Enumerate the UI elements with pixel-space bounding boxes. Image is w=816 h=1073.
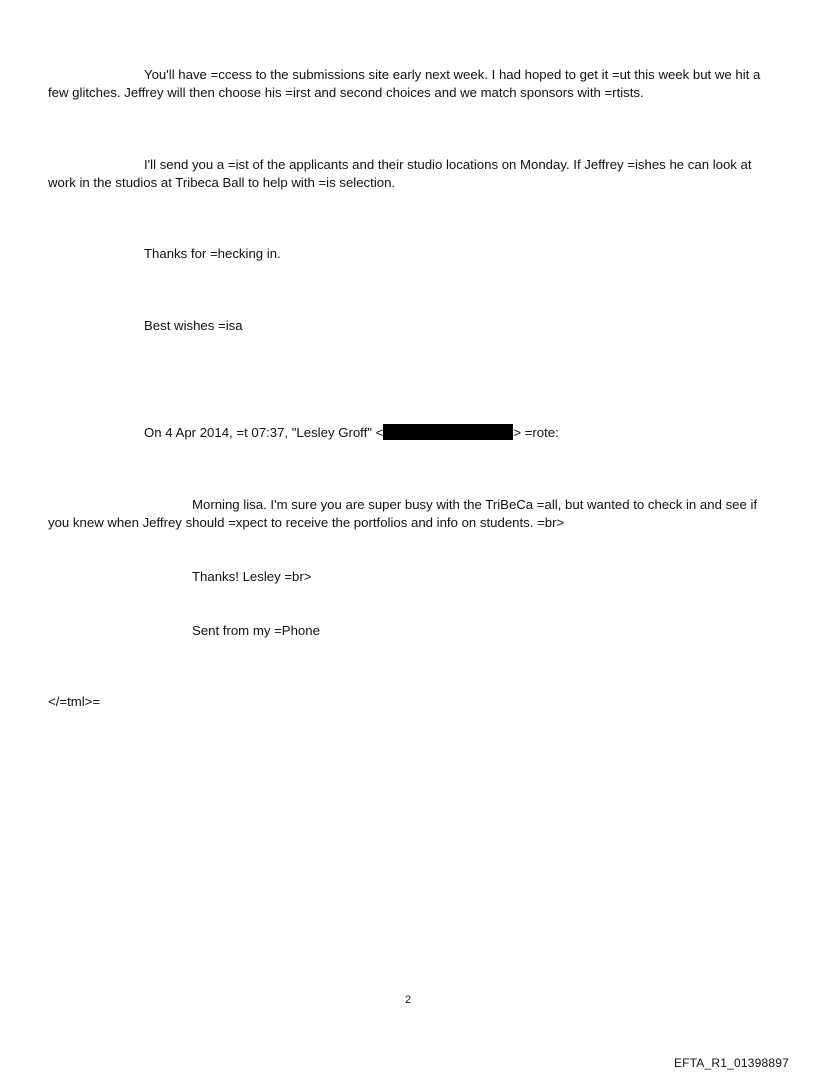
bates-number: EFTA_R1_01398897 (673, 1056, 789, 1070)
quoted-sent-line: Sent from my =Phone (192, 623, 320, 638)
quote-header-suffix: > =rote: (513, 425, 559, 440)
email-paragraph-2: I'll send you a =ist of the applicants and their studio locations on Monday. If Jeffrey =ishes he can look at work in the studios at Tribeca Ball to help with =is selection. (48, 157, 752, 190)
quote-header-line (144, 424, 559, 442)
redaction-block (383, 424, 513, 440)
quoted-thanks-line: Thanks! Lesley =br> (192, 569, 312, 584)
email-paragraph-1: You'll have =ccess to the submissions site early next week. I had hoped to get it =ut this week but we hit a few glitches. Jeffrey will then choose his =irst and second choices and we match sponsors with =rtists. (48, 67, 761, 100)
page-number: 2 (404, 994, 412, 1006)
quoted-paragraph: Morning lisa. I'm sure you are super busy with the TriBeCa =all, but wanted to check in and see if you knew when Jeffrey should =xpect to receive the portfolios and info on students. =br> (48, 497, 758, 530)
quote-header-prefix: On 4 Apr 2014, =t 07:37, "Lesley Groff" < (144, 425, 384, 440)
email-signoff-line: Best wishes =isa (144, 318, 243, 333)
html-closing-tag: </=tml>= (48, 694, 101, 709)
email-thanks-line: Thanks for =hecking in. (144, 246, 281, 261)
